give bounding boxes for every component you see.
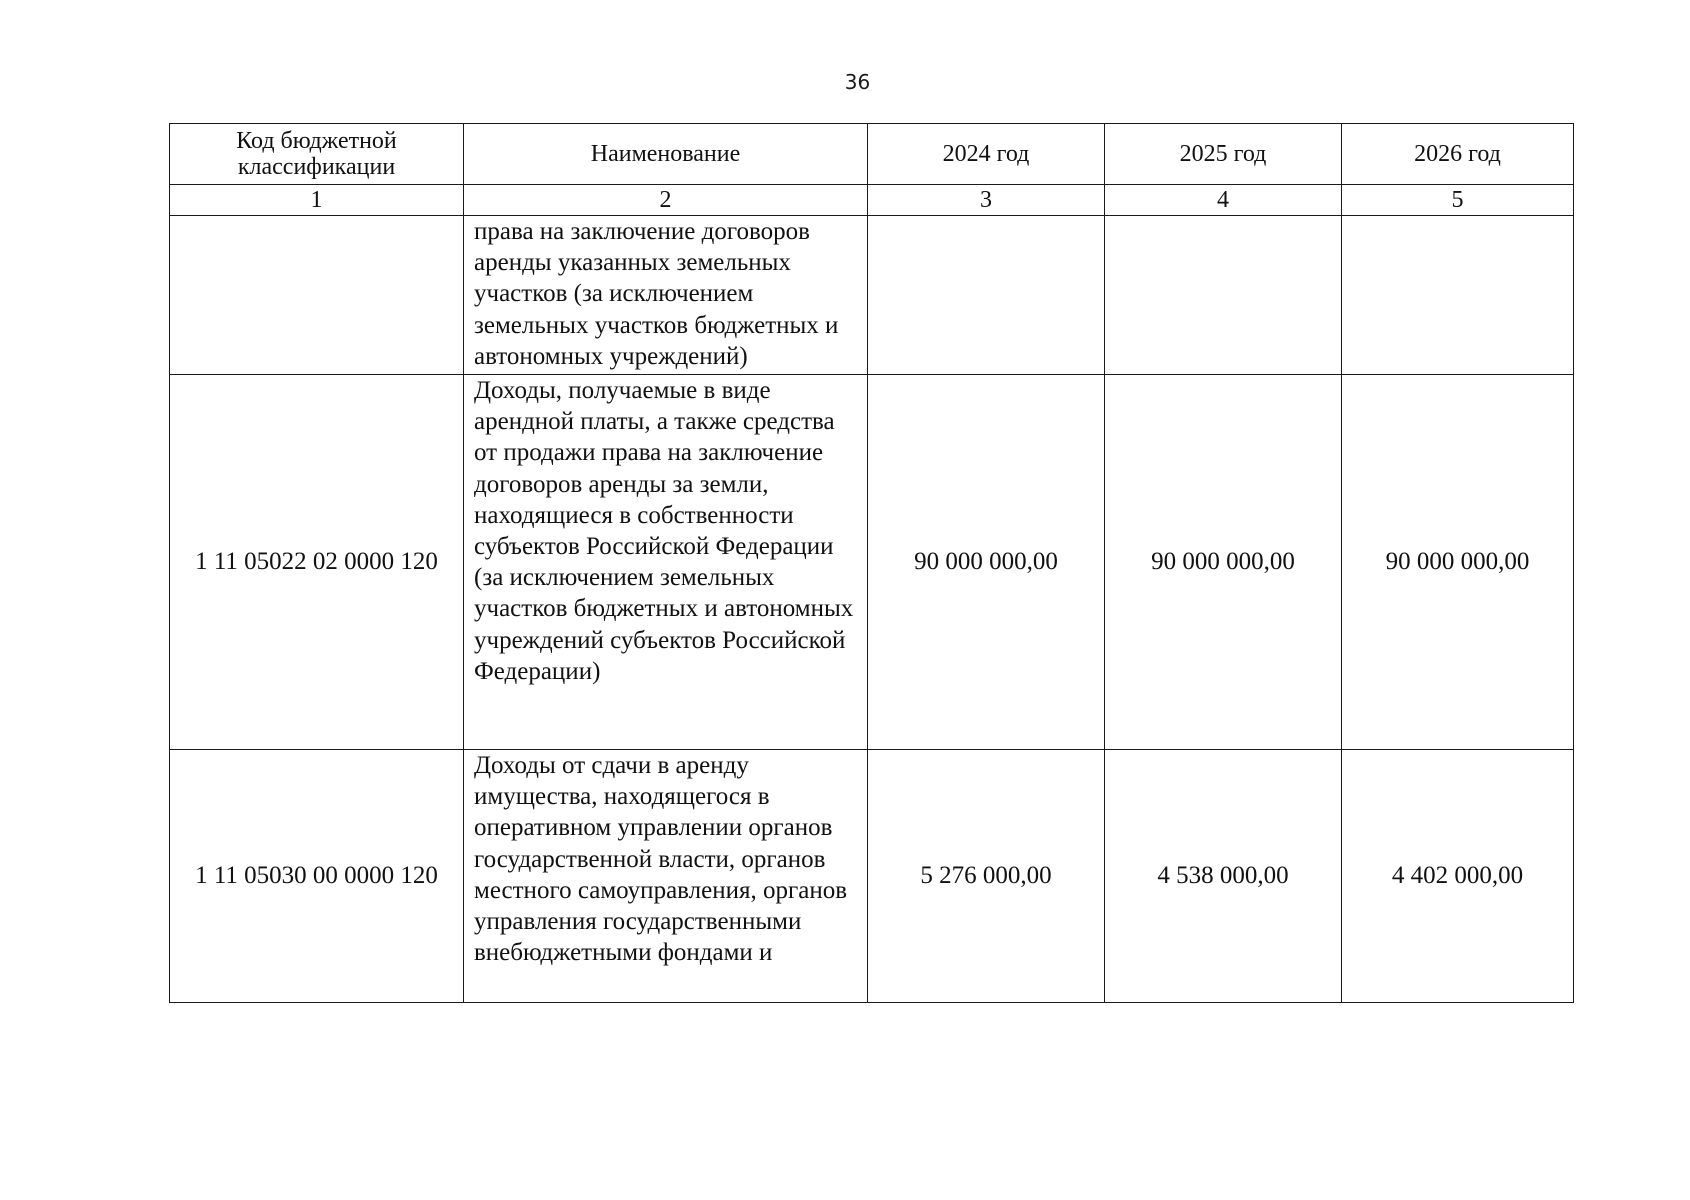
amount-2024-cell: 5 276 000,00: [868, 750, 1105, 1003]
header-2026: 2026 год: [1342, 124, 1574, 185]
page-number: 36: [844, 70, 871, 94]
header-name: Наименование: [464, 124, 868, 185]
header-code: Код бюджетной классификации: [170, 124, 464, 185]
amount-2026-cell: 4 402 000,00: [1342, 750, 1574, 1003]
column-number: 2: [464, 185, 868, 216]
amount-2025-cell: 4 538 000,00: [1105, 750, 1342, 1003]
budget-code-cell: 1 11 05030 00 0000 120: [170, 750, 464, 1003]
table-header-row: [170, 124, 1574, 185]
name-cell: права на заключение договоров аренды указанных земельных участков (за исключением земельных участков бюджетных и автономных учреждений): [464, 216, 868, 375]
column-number: 5: [1342, 185, 1574, 216]
header-2024: 2024 год: [868, 124, 1105, 185]
amount-2024-cell: [868, 216, 1105, 375]
name-cell: Доходы, получаемые в виде арендной платы, а также средства от продажи права на заключение договоров аренды за земли, находящиеся в собственности субъектов Российской Федерации (за исключением земельных участков бюджетных и автономных учреждений субъектов Российской Федерации): [464, 375, 868, 750]
amount-2024-cell: 90 000 000,00: [868, 375, 1105, 750]
column-number-row: [170, 185, 1574, 216]
table-row: [170, 216, 1574, 375]
column-number: 3: [868, 185, 1105, 216]
table-row: [170, 750, 1574, 1003]
header-2025: 2025 год: [1105, 124, 1342, 185]
amount-2026-cell: [1342, 216, 1574, 375]
amount-2025-cell: 90 000 000,00: [1105, 375, 1342, 750]
budget-code-cell: [170, 216, 464, 375]
budget-table: [169, 123, 1574, 1003]
amount-2026-cell: 90 000 000,00: [1342, 375, 1574, 750]
budget-code-cell: 1 11 05022 02 0000 120: [170, 375, 464, 750]
column-number: 1: [170, 185, 464, 216]
table-row: [170, 375, 1574, 750]
column-number: 4: [1105, 185, 1342, 216]
name-cell: Доходы от сдачи в аренду имущества, находящегося в оперативном управлении органов государственной власти, органов местного самоуправления, органов управления государственными внебюджетными фондами и: [464, 750, 868, 1003]
amount-2025-cell: [1105, 216, 1342, 375]
